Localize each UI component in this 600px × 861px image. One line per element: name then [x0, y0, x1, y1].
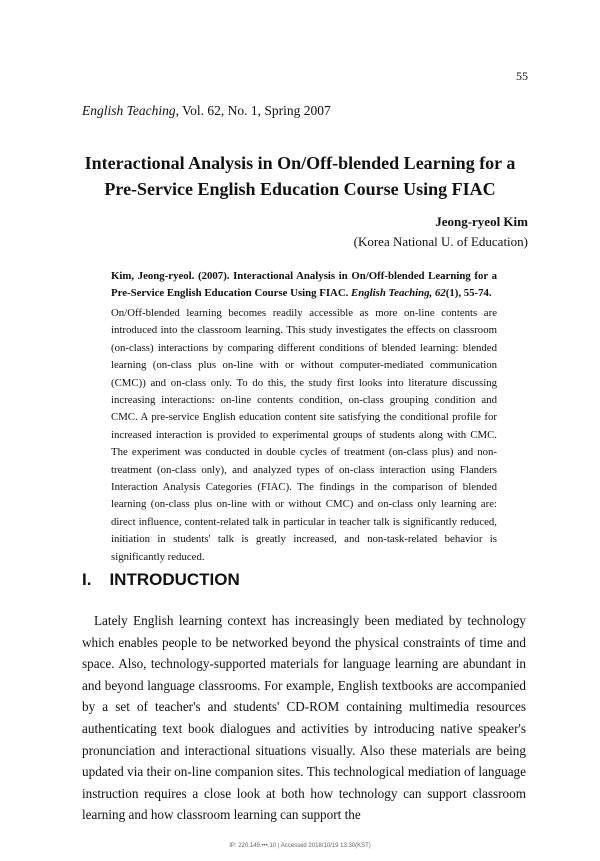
section-heading	[82, 570, 240, 590]
access-footer: IP: 220.149.•••.10 | Accessed 2018/10/19 13:30(KST)	[229, 843, 371, 849]
author-block	[208, 212, 528, 252]
citation-journal: English Teaching, 62	[351, 287, 446, 300]
abstract: On/Off-blended learning becomes readily accessible as more on-line contents are introduced into the classroom learning. This study investigates the effects on classroom (on-class) interactions by comparing different conditions of blended learning: blended learning (on-class plus on-line with or without computer-mediated communication (CMC)) and on-class only. To do this, the study first looks into literature discussing increasing interactions: on-line contents condition, on-class grouping condition and CMC. A pre-service English education content site satisfying the conditional profile for increased interaction is provided to experimental groups of students along with CMC. The experiment was conducted in double cycles of treatment (on-class plus) and non-treatment (on-class only), and analyzed types of on-class interaction using Flanders Interaction Analysis Categories (FIAC). The findings in the comparison of blended learning (on-class plus on-line with or without CMC) and on-class only learning are: direct influence, content-related talk in particular in teacher talk is significantly reduced, initiation in students' talk is greatly increased, and non-task-related behavior is significantly reduced.	[111, 307, 497, 563]
author-affiliation: (Korea National U. of Education)	[353, 234, 528, 249]
author-name: Jeong-ryeol Kim	[435, 214, 528, 229]
journal-line	[82, 103, 331, 119]
journal-volume: , Vol. 62, No. 1, Spring 2007	[175, 103, 331, 118]
section-title: INTRODUCTION	[109, 570, 240, 589]
body-paragraph: Lately English learning context has increasingly been mediated by technology which enables people to be networked beyond the physical constraints of time and space. Also, technology-supported materials for language learning are abundant in and beyond language classrooms. For example, English textbooks are accompanied by a set of teacher's and students' CD-ROM containing multimedia resources authenticating text book dialogues and activities by introducing native speaker's pronunciation and interactional situations visually. Also these materials are being updated via their on-line companion sites. This technological mediation of language instruction requires a close look at both how technology can support classroom learning and how classroom learning can support the	[82, 613, 526, 823]
page-number: 55	[516, 69, 528, 83]
citation-prefix: Kim, Jeong-ryeol. (2007). Interactional Analysis in On/Off-blended Learning for a Pre-Service English Education Course Using FIAC.	[111, 270, 497, 300]
citation-suffix: (1), 55-74.	[445, 287, 492, 300]
section-number: I.	[82, 570, 92, 589]
citation	[111, 268, 497, 303]
journal-name: English Teaching	[82, 103, 176, 118]
paper-title: Interactional Analysis in On/Off-blended Learning for a Pre-Service English Education Course Using FIAC	[84, 153, 516, 199]
